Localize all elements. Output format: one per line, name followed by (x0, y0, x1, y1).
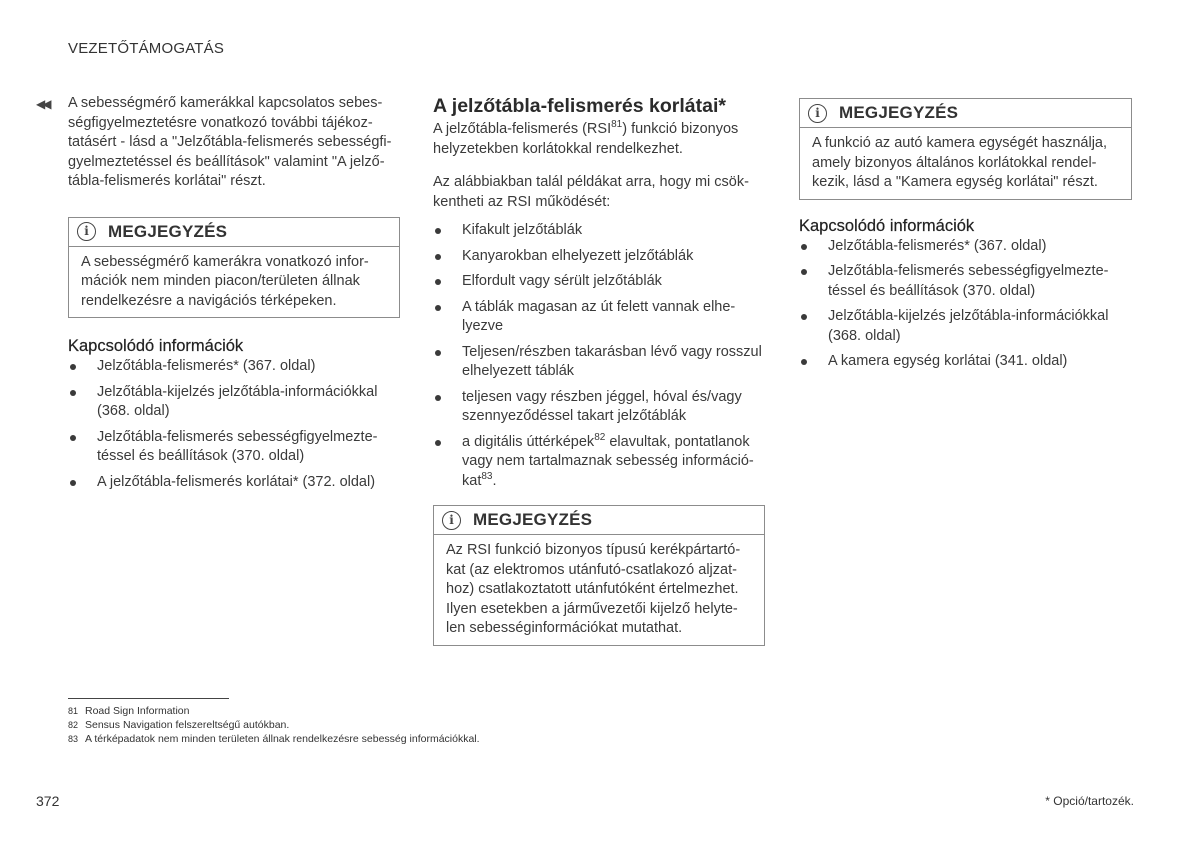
footnotes (68, 698, 538, 746)
limitations-list (433, 221, 768, 491)
limitation-item (433, 433, 768, 492)
related-link[interactable]: A jelzőtábla-felismerés korlátai* (372. oldal) (68, 473, 402, 493)
back-reference-icon: ◀◀ (36, 97, 49, 111)
footnote (68, 718, 538, 732)
limitation-item: teljesen vagy részben jéggel, hóval és/vagy szennyeződéssel takart jelzőtáblák (433, 388, 768, 427)
limitation-item: Kanyarokban elhelyezett jelzőtáblák (433, 247, 768, 267)
related-link[interactable]: Jelzőtábla-felismerés sebességfigyelmezte-téssel és beállítások (370. oldal) (68, 428, 402, 467)
related-link[interactable]: Jelzőtábla-kijelzés jelzőtábla-információkkal (368. oldal) (799, 307, 1133, 346)
related-link[interactable]: A kamera egység korlátai (341. oldal) (799, 352, 1133, 372)
intro-row (36, 94, 402, 192)
limitation-text-cont: elavultak, pontatlanok vagy nem tartalmaznak sebesség információ-kat (462, 433, 754, 489)
note-box (799, 98, 1132, 200)
note-body: Az RSI funkció bizonyos típusú kerékpártartó-kat (az elektromos utánfutó-csatlakozó aljzat-hoz) csatlakoztatott utánfutóként értelmezhet. Ilyen esetekben a járművezetői kijelző helyte-len sebességinformációkat mutathat. (446, 542, 741, 636)
info-icon: i (77, 222, 96, 241)
note-title: MEGJEGYZÉS (108, 221, 228, 241)
note-title: MEGJEGYZÉS (473, 510, 593, 530)
related-section (68, 336, 402, 492)
note-header (800, 99, 1131, 128)
section-header: VEZETŐTÁMOGATÁS (68, 40, 225, 57)
related-link[interactable]: Jelzőtábla-felismerés* (367. oldal) (68, 357, 402, 377)
related-list (68, 357, 402, 492)
footnote (68, 704, 538, 718)
related-link[interactable]: Jelzőtábla-felismerés* (367. oldal) (799, 237, 1133, 257)
limitation-text-end: . (492, 472, 497, 489)
note-header (69, 218, 399, 247)
intro-text: A jelzőtábla-felismerés (RSI (433, 121, 612, 137)
related-link[interactable]: Jelzőtábla-felismerés sebességfigyelmezte-téssel és beállítások (370. oldal) (799, 262, 1133, 301)
related-title: Kapcsolódó információk (799, 216, 975, 235)
note-body: A funkció az autó kamera egységét használja, amely bizonyos általános korlátokkal rendel-kezik, lásd a "Kamera egység korlátai" részt. (812, 135, 1108, 190)
footnote-ref[interactable]: 81 (611, 119, 623, 130)
intro-text-cont: ) funkció bizonyos helyzetekben korlátokkal rendelkezhet. (433, 121, 739, 157)
note-body: A sebességmérő kamerákra vonatkozó infor-mációk nem minden piacon/területen állnak rendelkezésre a navigációs térképeken. (81, 253, 369, 309)
footnote-text: A térképadatok nem minden területen állnak rendelkezésre sebesség információkkal. (85, 733, 480, 745)
related-link[interactable]: Jelzőtábla-kijelzés jelzőtábla-információkkal (368. oldal) (68, 383, 402, 422)
footnote-divider (68, 698, 229, 699)
footnote (68, 732, 538, 746)
examples-intro: Az alábbiakban talál példákat arra, hogy mi csök-kentheti az RSI működését: (433, 174, 749, 210)
limitation-item: A táblák magasan az út felett vannak elhe-lyezve (433, 298, 768, 337)
intro-paragraph: A sebességmérő kamerákkal kapcsolatos sebes-ségfigyelmeztetésre vonatkozó további tájékoz-tatásért - lásd a "Jelzőtábla-felismerés sebességfi-gyelmeztetéssel és beállítások" valamint "A jelző-tábla-felismerés korlátai" részt. (68, 95, 392, 189)
footnote-ref[interactable]: 82 (594, 431, 606, 443)
note-title: MEGJEGYZÉS (839, 103, 959, 123)
section-title: A jelzőtábla-felismerés korlátai* (433, 95, 726, 117)
column-right (799, 98, 1133, 378)
limitation-text: a digitális úttérképek (462, 433, 595, 450)
info-icon: i (442, 511, 461, 530)
column-middle (433, 94, 768, 646)
intro-paragraph (433, 120, 768, 159)
option-note: * Opció/tartozék. (1045, 794, 1134, 808)
footnote-ref[interactable]: 83 (481, 470, 493, 482)
note-box (68, 217, 400, 319)
related-section (799, 216, 1133, 372)
related-title: Kapcsolódó információk (68, 337, 244, 355)
footnote-text: Road Sign Information (85, 705, 190, 717)
page-number: 372 (36, 793, 60, 809)
related-list (799, 237, 1133, 372)
footnote-number: 82 (68, 720, 79, 730)
note-header (434, 506, 764, 535)
footnote-number: 81 (68, 706, 79, 716)
note-box (433, 505, 765, 646)
footnote-text: Sensus Navigation felszereltségű autókban. (85, 719, 290, 731)
footnote-number: 83 (68, 734, 79, 744)
column-left (36, 94, 402, 498)
limitation-item: Teljesen/részben takarásban lévő vagy rosszul elhelyezett táblák (433, 343, 768, 382)
limitation-item: Kifakult jelzőtáblák (433, 221, 768, 241)
limitation-item: Elfordult vagy sérült jelzőtáblák (433, 272, 768, 292)
info-icon: i (808, 104, 827, 123)
